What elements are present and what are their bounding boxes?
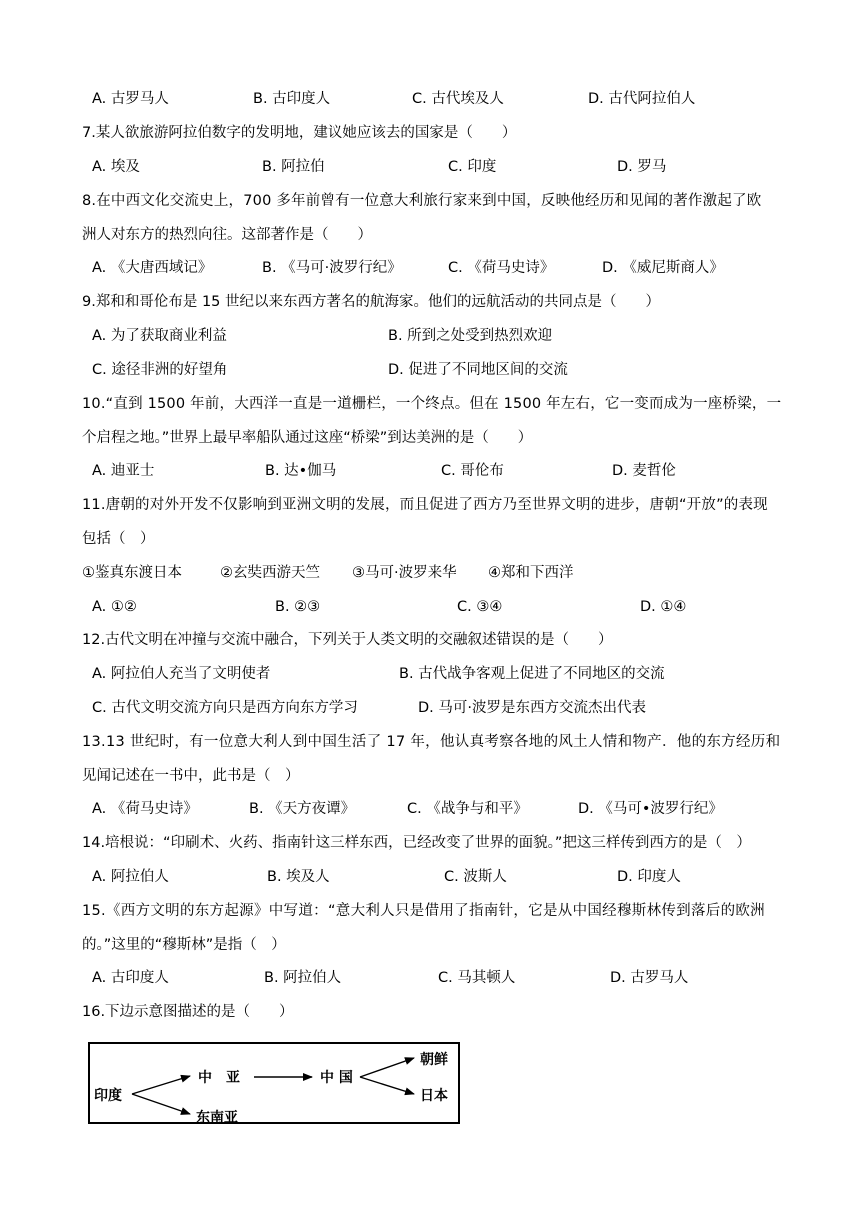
q15-option-b: B. 阿拉伯人 <box>264 970 342 986</box>
q11-option-d: D. ①④ <box>640 599 687 615</box>
q10-option-d: D. 麦哲伦 <box>612 463 676 479</box>
q11-item-3: ③马可·波罗来华 <box>352 565 457 581</box>
q13-option-d: D. 《马可•波罗行纪》 <box>578 801 723 817</box>
q6-option-d: D. 古代阿拉伯人 <box>588 91 696 107</box>
q13-option-a: A. 《荷马史诗》 <box>92 801 198 817</box>
q11-option-b: B. ②③ <box>275 599 321 615</box>
q6-option-b: B. 古印度人 <box>253 91 331 107</box>
q12-option-d: D. 马可·波罗是东西方交流杰出代表 <box>418 700 646 716</box>
q9-option-d: D. 促进了不同地区间的交流 <box>388 362 568 378</box>
diagram-korea-label: 朝鲜 <box>420 1052 448 1068</box>
q13-stem-line1: 13.13 世纪时，有一位意大利人到中国生活了 17 年，他认真考察各地的风土人情和物产．他的东方经历和 <box>82 734 781 750</box>
q8-option-b: B. 《马可·波罗行纪》 <box>262 260 402 276</box>
q14-option-c: C. 波斯人 <box>444 869 507 885</box>
q8-option-c: C. 《荷马史诗》 <box>448 260 555 276</box>
q15-stem-line2: 的。”这里的“穆斯林”是指（ ） <box>82 937 286 953</box>
q11-item-4: ④郑和下西洋 <box>488 565 574 581</box>
q8-stem-line2: 洲人对东方的热烈向往。这部著作是（ ） <box>82 227 372 243</box>
q15-stem-line1: 15.《西方文明的东方起源》中写道：“意大利人只是借用了指南针，它是从中国经穆斯林传到落后的欧洲 <box>82 903 765 919</box>
q7-option-a: A. 埃及 <box>92 159 140 175</box>
diagram-southeast-asia-label: 东南亚 <box>196 1110 238 1126</box>
q8-option-a: A. 《大唐西域记》 <box>92 260 213 276</box>
q9-option-b: B. 所到之处受到热烈欢迎 <box>388 328 553 344</box>
q11-item-1: ①鉴真东渡日本 <box>82 565 182 581</box>
diagram-frame <box>89 1043 459 1123</box>
q14-option-d: D. 印度人 <box>617 869 681 885</box>
q13-option-c: C. 《战争与和平》 <box>407 801 528 817</box>
spread-diagram <box>88 1042 468 1126</box>
q7-stem: 7.某人欲旅游阿拉伯数字的发明地，建议她应该去的国家是（ ） <box>82 125 517 141</box>
diagram-central-asia-label: 中 亚 <box>198 1070 240 1086</box>
q14-option-b: B. 埃及人 <box>267 869 330 885</box>
q6-option-a: A. 古罗马人 <box>92 91 169 107</box>
q11-option-a: A. ①② <box>92 599 137 615</box>
q10-stem-line1: 10.“直到 1500 年前，大西洋一直是一道栅栏，一个终点。但在 1500 年左右，它一变而成为一座桥梁，一 <box>82 396 782 412</box>
diagram-china-label: 中 国 <box>320 1070 353 1086</box>
q12-option-b: B. 古代战争客观上促进了不同地区的交流 <box>399 666 665 682</box>
q9-stem: 9.郑和和哥伦布是 15 世纪以来东西方著名的航海家。他们的远航活动的共同点是（ ） <box>82 294 660 310</box>
q12-option-c: C. 古代文明交流方向只是西方向东方学习 <box>92 700 358 716</box>
q14-option-a: A. 阿拉伯人 <box>92 869 169 885</box>
q11-stem-line2: 包括（ ） <box>82 531 155 547</box>
q15-option-c: C. 马其顿人 <box>438 970 516 986</box>
diagram-origin-label: 印度 <box>94 1088 122 1104</box>
q10-stem-line2: 个启程之地。”世界上最早率船队通过这座“桥梁”到达美洲的是（ ） <box>82 430 533 446</box>
q8-option-d: D. 《威尼斯商人》 <box>602 260 724 276</box>
q7-option-b: B. 阿拉伯 <box>262 159 325 175</box>
q11-item-2: ②玄奘西游天竺 <box>220 565 320 581</box>
q10-option-b: B. 达•伽马 <box>265 463 337 479</box>
q8-stem-line1: 8.在中西文化交流史上，700 多年前曾有一位意大利旅行家来到中国，反映他经历和见闻的著作激起了欧 <box>82 193 762 209</box>
q15-option-a: A. 古印度人 <box>92 970 169 986</box>
q10-option-a: A. 迪亚士 <box>92 463 155 479</box>
diagram-japan-label: 日本 <box>420 1088 448 1104</box>
q12-option-a: A. 阿拉伯人充当了文明使者 <box>92 666 271 682</box>
q12-stem: 12.古代文明在冲撞与交流中融合，下列关于人类文明的交融叙述错误的是（ ） <box>82 632 613 648</box>
q11-stem-line1: 11.唐朝的对外开发不仅影响到亚洲文明的发展，而且促进了西方乃至世界文明的进步，唐朝“开放”的表现 <box>82 497 768 513</box>
q9-option-c: C. 途径非洲的好望角 <box>92 362 228 378</box>
q13-option-b: B. 《天方夜谭》 <box>249 801 356 817</box>
q11-option-c: C. ③④ <box>457 599 503 615</box>
q9-option-a: A. 为了获取商业利益 <box>92 328 227 344</box>
q10-option-c: C. 哥伦布 <box>441 463 504 479</box>
q6-option-c: C. 古代埃及人 <box>412 91 504 107</box>
q13-stem-line2: 见闻记述在一书中，此书是（ ） <box>82 768 300 784</box>
q15-option-d: D. 古罗马人 <box>610 970 689 986</box>
q14-stem: 14.培根说：“印刷术、火药、指南针这三样东西，已经改变了世界的面貌。”把这三样传到西方的是（ ） <box>82 835 751 851</box>
q7-option-c: C. 印度 <box>448 159 497 175</box>
q16-stem: 16.下边示意图描述的是（ ） <box>82 1004 294 1020</box>
q7-option-d: D. 罗马 <box>617 159 667 175</box>
